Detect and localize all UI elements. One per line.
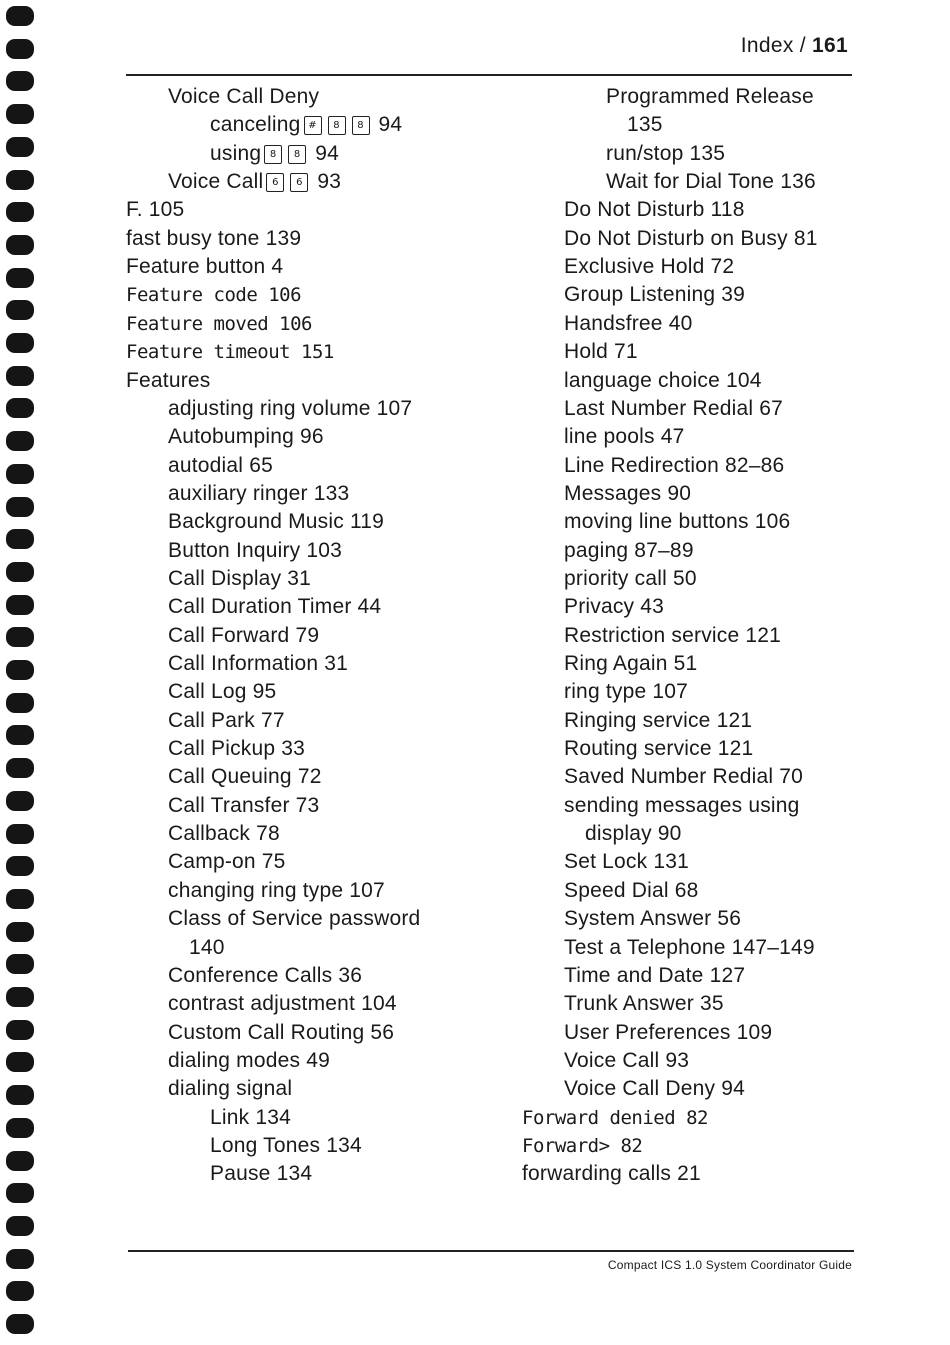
key-icon: 8: [352, 116, 370, 135]
index-entry: [126, 282, 301, 308]
index-entry: [168, 566, 311, 592]
index-entry-text: Do Not Disturb 118: [564, 198, 745, 222]
index-entry: [168, 651, 348, 677]
index-entry-text: Voice Call: [168, 170, 264, 194]
footer-title: Compact ICS 1.0 System Coordinator Guide: [607, 1258, 852, 1272]
index-entry-text: Voice Call Deny 94: [564, 1077, 746, 1101]
binding-ring: [6, 987, 34, 1007]
index-entry-text: Feature code 106: [126, 284, 302, 307]
index-entry: [168, 424, 324, 450]
index-entry-text: priority call 50: [564, 566, 697, 590]
index-entry-text: language choice 104: [564, 368, 762, 392]
binding-ring: [6, 725, 34, 745]
index-entry: [126, 254, 283, 280]
index-entry-text: Last Number Redial 67: [564, 396, 783, 420]
index-entry: [168, 736, 305, 762]
index-entry-text: Pause 134: [210, 1162, 313, 1186]
index-entry: [564, 935, 815, 961]
index-entry-text: forwarding calls 21: [522, 1162, 701, 1186]
index-entry-text: Conference Calls 36: [168, 963, 363, 987]
index-entry: [564, 963, 745, 989]
index-entry: [168, 821, 280, 847]
index-entry-text: Saved Number Redial 70: [564, 765, 804, 789]
index-entry-text: Background Music 119: [168, 510, 385, 534]
binding-ring: [6, 922, 34, 942]
index-entry-text: Custom Call Routing 56: [168, 1020, 395, 1044]
index-entry: [168, 1048, 330, 1074]
key-icon: 6: [266, 173, 284, 192]
index-entry-text: adjusting ring volume 107: [168, 396, 413, 420]
index-entry: [126, 226, 301, 252]
index-entry: [168, 1076, 292, 1102]
index-entry-text: Call Forward 79: [168, 623, 320, 647]
index-entry: [168, 481, 349, 507]
index-entry: [564, 793, 800, 819]
index-entry: [126, 368, 210, 394]
index-entry: [126, 339, 334, 365]
binding-ring: [6, 1249, 34, 1269]
index-entry-text: contrast adjustment 104: [168, 992, 397, 1016]
index-entry: [564, 1076, 745, 1102]
binding-ring: [6, 235, 34, 255]
index-entry: [168, 991, 397, 1017]
index-entry-text: Wait for Dial Tone 136: [606, 170, 816, 194]
binding-ring: [6, 1020, 34, 1040]
index-entry: [564, 736, 753, 762]
binding-ring: [6, 856, 34, 876]
index-entry: [564, 453, 784, 479]
binding-ring: [6, 497, 34, 517]
index-entry-page: 93: [317, 170, 342, 194]
index-entry: [168, 1020, 394, 1046]
index-entry-page: 94: [378, 113, 403, 137]
index-entry: [168, 453, 273, 479]
binding-ring: [6, 1314, 34, 1334]
binding-ring: [6, 1281, 34, 1301]
index-entry-text: User Preferences 109: [564, 1020, 773, 1044]
index-entry: [210, 141, 339, 167]
key-icon: #: [304, 116, 322, 135]
binding-ring: [6, 660, 34, 680]
index-entry: [564, 197, 745, 223]
index-entry: [564, 708, 752, 734]
index-entry: [564, 1048, 689, 1074]
binding-ring: [6, 758, 34, 778]
index-entry-text: fast busy tone 139: [126, 226, 302, 250]
index-entry-text: sending messages using: [564, 793, 800, 817]
index-entry-text: Button Inquiry 103: [168, 538, 343, 562]
index-entry: [168, 878, 385, 904]
binding-ring: [6, 39, 34, 59]
index-entry: [126, 311, 312, 337]
binding-ring: [6, 1085, 34, 1105]
bottom-rule: [128, 1250, 854, 1252]
index-entry: [585, 821, 682, 847]
index-entry: [564, 282, 745, 308]
index-entry: [168, 793, 319, 819]
index-entry: [564, 878, 699, 904]
index-entry-text: Exclusive Hold 72: [564, 255, 735, 279]
index-entry: [564, 991, 724, 1017]
index-entry: [606, 84, 814, 110]
index-entry: [564, 849, 689, 875]
index-entry-text: Group Listening 39: [564, 283, 746, 307]
index-entry-text: Call Duration Timer 44: [168, 595, 382, 619]
binding-ring: [6, 627, 34, 647]
binding-ring: [6, 595, 34, 615]
index-entry-text: Trunk Answer 35: [564, 992, 724, 1016]
page-header: [741, 34, 848, 58]
binding-ring: [6, 71, 34, 91]
index-entry-text: Do Not Disturb on Busy 81: [564, 226, 818, 250]
index-entry: [564, 311, 692, 337]
index-entry-text: Speed Dial 68: [564, 878, 699, 902]
binding-ring: [6, 529, 34, 549]
binding-ring: [6, 791, 34, 811]
index-entry: [168, 84, 319, 110]
binding-ring: [6, 562, 34, 582]
index-entry: [168, 679, 276, 705]
index-entry-text: F. 105: [126, 198, 185, 222]
index-entry: [564, 226, 818, 252]
index-entry: [564, 368, 762, 394]
index-entry: [168, 849, 286, 875]
binding-ring: [6, 104, 34, 124]
index-entry-text: Voice Call 93: [564, 1048, 690, 1072]
index-entry: [168, 764, 322, 790]
index-entry-text: Test a Telephone 147–149: [564, 935, 815, 959]
index-entry-text: ring type 107: [564, 680, 689, 704]
index-entry: [210, 112, 402, 138]
index-entry: [168, 594, 381, 620]
index-entry: [522, 1133, 642, 1159]
index-entry: [522, 1105, 708, 1131]
binding-ring: [6, 398, 34, 418]
index-entry: [606, 141, 725, 167]
index-entry-text: line pools 47: [564, 425, 685, 449]
binding-ring: [6, 170, 34, 190]
index-entry-text: Call Queuing 72: [168, 765, 322, 789]
index-entry-text: autodial 65: [168, 453, 273, 477]
index-entry: [210, 1161, 312, 1187]
index-entry-text: dialing modes 49: [168, 1048, 330, 1072]
index-entry: [168, 963, 362, 989]
index-entry-text: Call Transfer 73: [168, 793, 320, 817]
index-entry: [564, 538, 694, 564]
page-number: 161: [812, 34, 848, 57]
index-entry-text: 135: [627, 113, 663, 137]
index-entry: [168, 509, 384, 535]
index-entry-text: Hold 71: [564, 340, 638, 364]
index-entry-text: Privacy 43: [564, 595, 665, 619]
binding-ring: [6, 1216, 34, 1236]
index-entry-text: Feature button 4: [126, 255, 284, 279]
binding-ring: [6, 1118, 34, 1138]
header-label: Index /: [740, 34, 813, 57]
index-entry-text: canceling: [210, 113, 301, 137]
index-entry-text: Class of Service password: [168, 907, 421, 931]
index-entry-text: Routing service 121: [564, 737, 754, 761]
index-entry: [564, 481, 691, 507]
index-entry-text: using: [210, 141, 262, 165]
binding-ring: [6, 6, 34, 26]
index-entry-text: Features: [126, 368, 211, 392]
index-entry-text: Handsfree 40: [564, 311, 693, 335]
binding-ring: [6, 1052, 34, 1072]
binding-ring: [6, 1151, 34, 1171]
binding-ring: [6, 464, 34, 484]
index-entry: [564, 594, 664, 620]
index-entry: [168, 538, 342, 564]
index-entry: [564, 396, 783, 422]
binding-ring: [6, 268, 34, 288]
binding-ring: [6, 954, 34, 974]
index-entry: [189, 935, 225, 961]
key-icon: 8: [288, 145, 306, 164]
index-entry: [564, 623, 781, 649]
index-entry-text: Call Park 77: [168, 708, 285, 732]
index-entry-text: Forward> 82: [522, 1134, 643, 1157]
index-entry: [126, 197, 184, 223]
index-entry-text: 140: [189, 935, 225, 959]
index-entry-text: Callback 78: [168, 822, 280, 846]
index-entry-text: Ringing service 121: [564, 708, 753, 732]
spiral-binding: [0, 0, 48, 1345]
index-entry: [564, 509, 790, 535]
index-entry-text: Camp-on 75: [168, 850, 286, 874]
index-entry-text: Restriction service 121: [564, 623, 782, 647]
index-entry-text: paging 87–89: [564, 538, 694, 562]
index-entry-page: 94: [315, 141, 339, 165]
index-entry-text: run/stop 135: [606, 141, 726, 165]
index-entry: [564, 906, 741, 932]
binding-ring: [6, 137, 34, 157]
index-entry-text: Link 134: [210, 1105, 291, 1129]
index-entry: [210, 1133, 362, 1159]
key-icon: 6: [290, 173, 308, 192]
index-entry-text: Line Redirection 82–86: [564, 453, 785, 477]
index-entry: [564, 254, 734, 280]
index-entry: [564, 566, 697, 592]
index-entry: [564, 651, 697, 677]
index-entry-text: auxiliary ringer 133: [168, 481, 350, 505]
index-entry: [168, 396, 412, 422]
index-entry-text: Set Lock 131: [564, 850, 689, 874]
index-entry-text: Feature moved 106: [126, 312, 312, 335]
index-entry: [564, 424, 685, 450]
top-rule: [126, 74, 852, 76]
index-entry: [564, 339, 638, 365]
index-entry-text: Ring Again 51: [564, 652, 698, 675]
binding-ring: [6, 1183, 34, 1203]
index-entry: [522, 1161, 701, 1187]
index-entry-text: System Answer 56: [564, 907, 742, 931]
binding-ring: [6, 693, 34, 713]
index-entry-text: Feature timeout 151: [126, 341, 334, 364]
index-entry: [627, 112, 663, 138]
index-entry-text: Programmed Release: [606, 85, 814, 108]
binding-ring: [6, 300, 34, 320]
key-icon: 8: [264, 145, 282, 164]
index-entry: [564, 679, 688, 705]
binding-ring: [6, 333, 34, 353]
index-entry-text: Autobumping 96: [168, 425, 324, 449]
binding-ring: [6, 431, 34, 451]
index-entry-text: Long Tones 134: [210, 1133, 362, 1157]
index-entry-text: dialing signal: [168, 1077, 293, 1101]
index-entry: [168, 169, 341, 195]
index-entry: [564, 1020, 772, 1046]
binding-ring: [6, 366, 34, 386]
index-entry: [168, 906, 420, 932]
index-entry-text: Messages 90: [564, 481, 692, 505]
index-entry-text: changing ring type 107: [168, 878, 385, 902]
index-entry-text: Call Display 31: [168, 566, 312, 590]
index-entry-text: Call Log 95: [168, 680, 277, 704]
index-entry-text: display 90: [585, 822, 682, 846]
key-icon: 8: [328, 116, 346, 135]
index-entry-text: Call Pickup 33: [168, 737, 306, 761]
binding-ring: [6, 824, 34, 844]
index-entry: [168, 623, 319, 649]
index-entry-text: moving line buttons 106: [564, 510, 791, 534]
binding-ring: [6, 202, 34, 222]
index-entry: [210, 1105, 291, 1131]
index-entry-text: Voice Call Deny: [168, 85, 320, 108]
index-entry-text: Time and Date 127: [564, 963, 746, 987]
index-entry: [564, 764, 803, 790]
index-entry-text: Call Information 31: [168, 652, 349, 675]
index-entry: [606, 169, 816, 195]
index-entry: [168, 708, 285, 734]
index-entry-text: Forward denied 82: [522, 1106, 708, 1129]
binding-ring: [6, 889, 34, 909]
